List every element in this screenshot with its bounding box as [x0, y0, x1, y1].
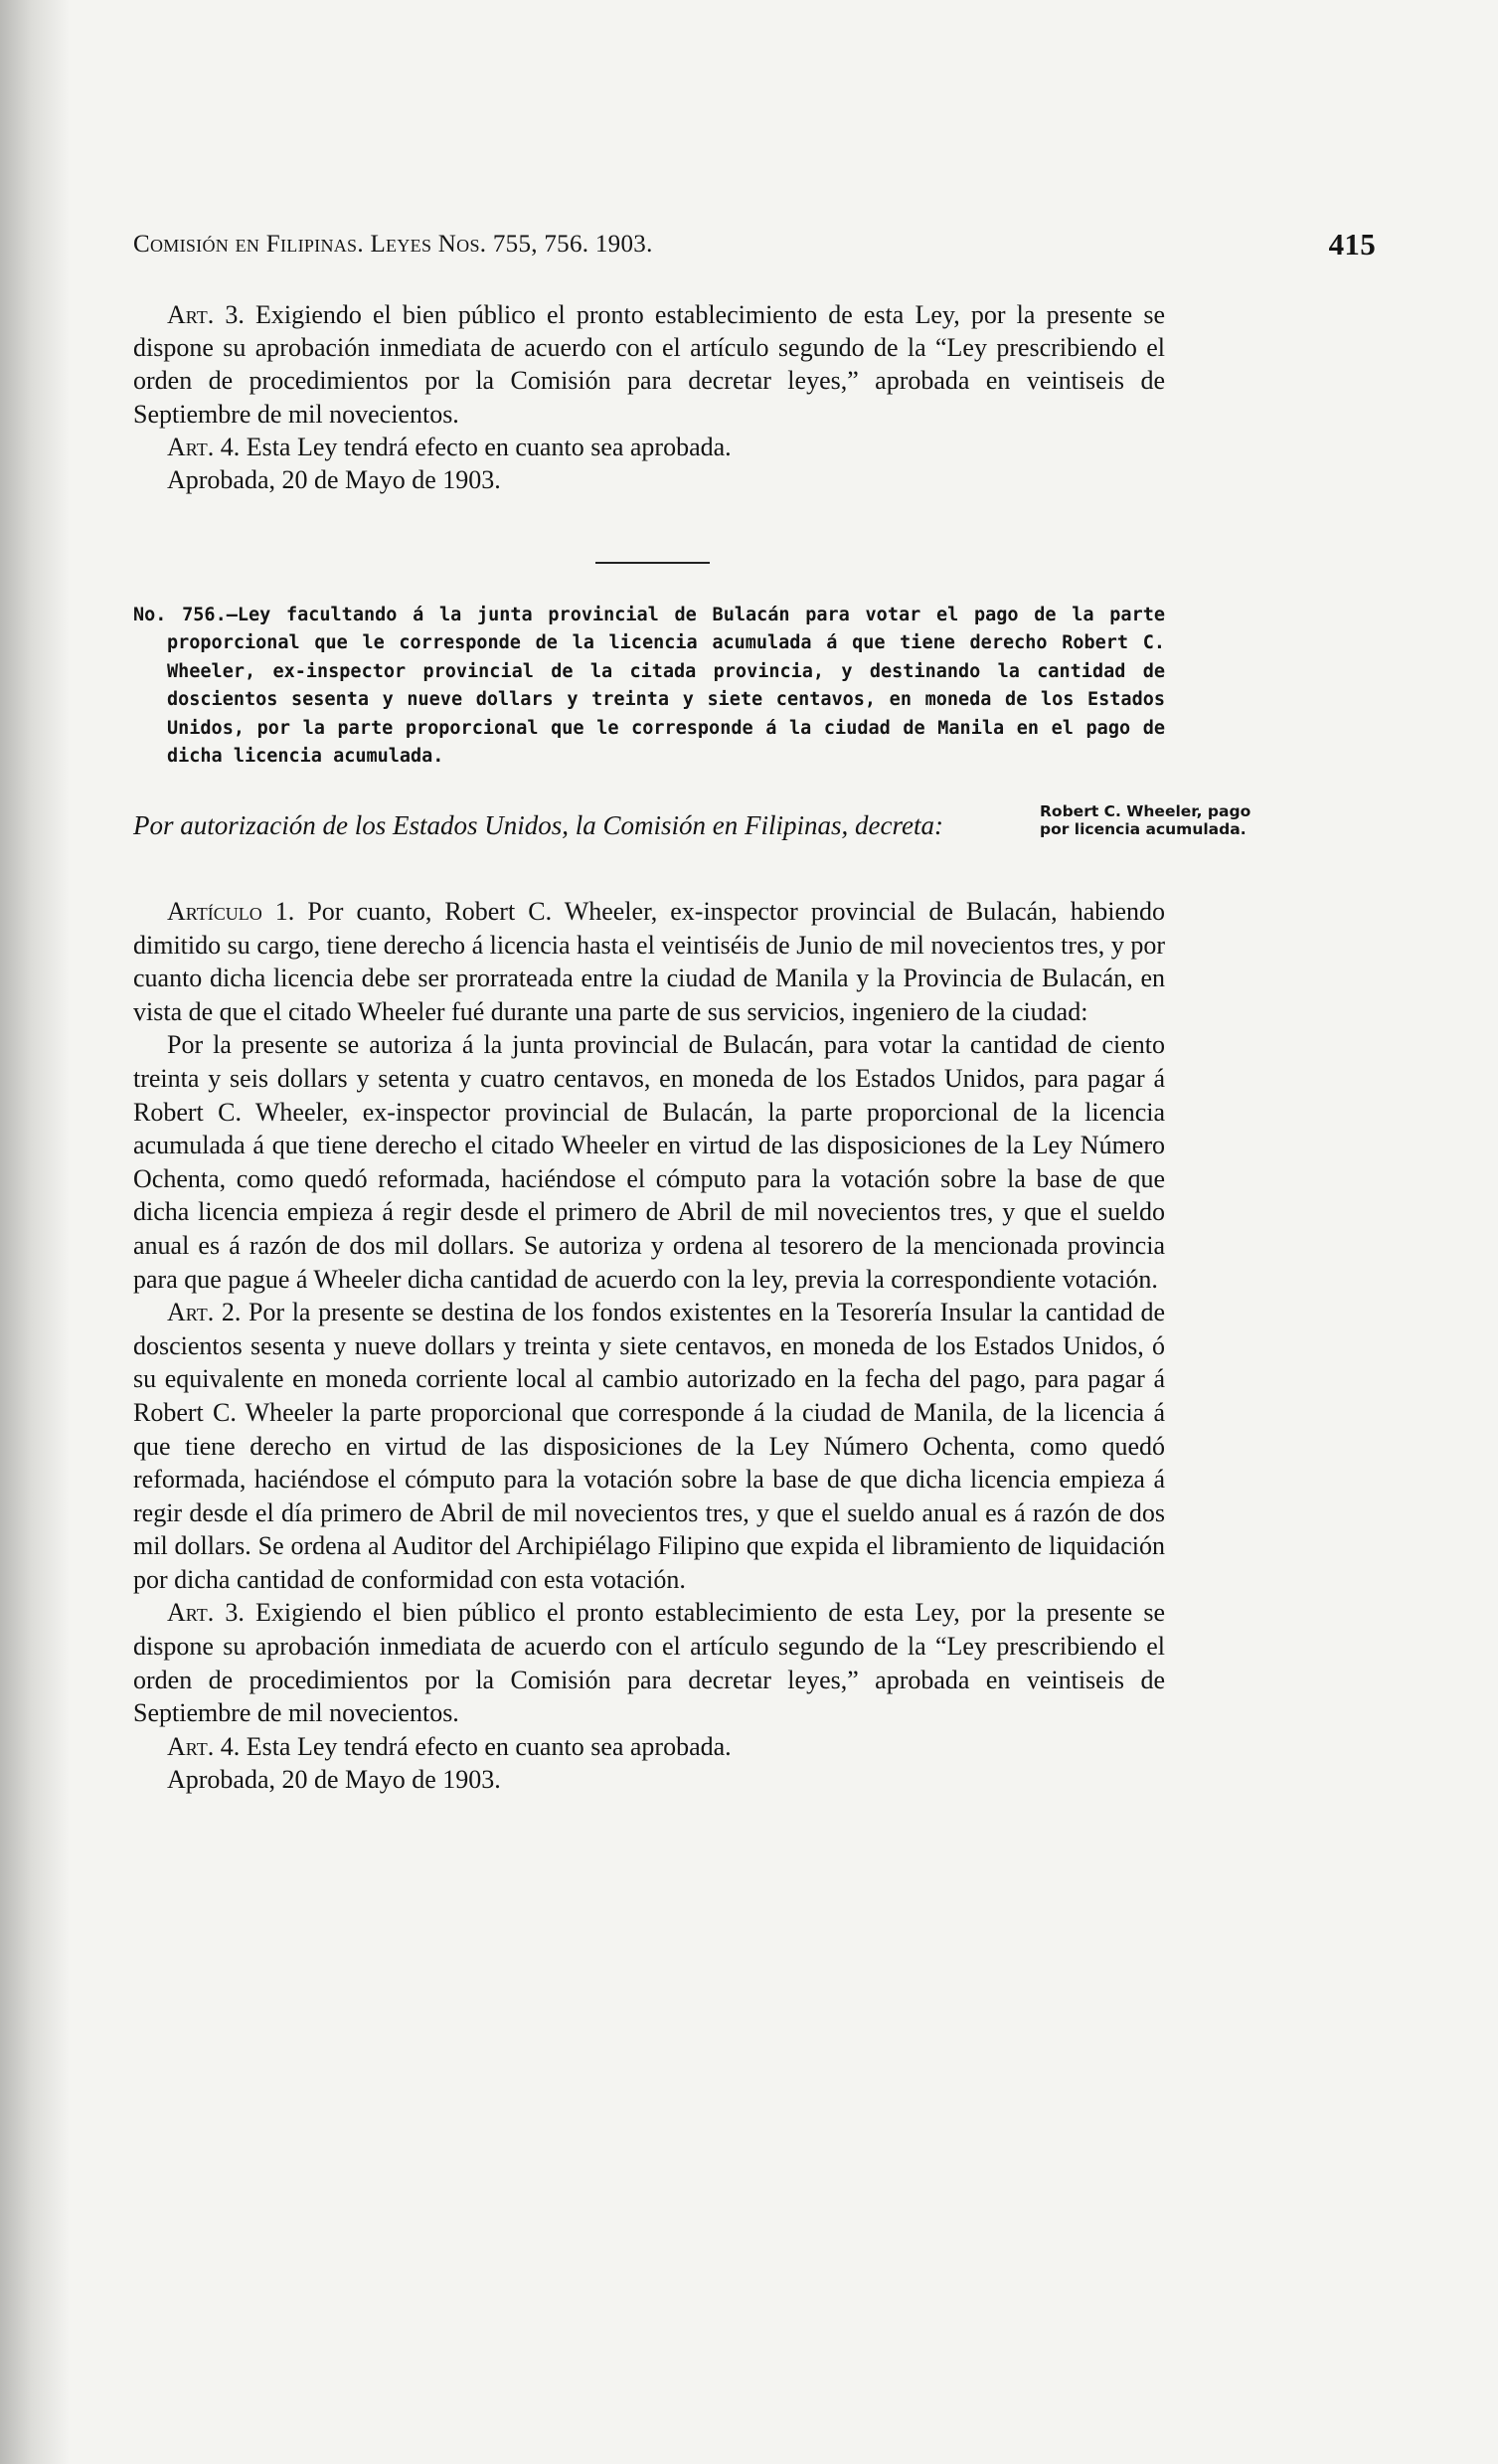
law-755-article-3	[133, 298, 1165, 431]
article-label: Art. 4.	[167, 1731, 241, 1761]
law-756-body	[133, 895, 1165, 1797]
header-laws: Leyes Nos. 755, 756. 1903.	[370, 231, 653, 258]
article-label: Artículo 1.	[167, 897, 295, 926]
law-755-article-4	[133, 431, 1165, 463]
article-text: Esta Ley tendrá efecto en cuanto sea aprobada.	[246, 1731, 732, 1761]
article-label: Art. 2.	[167, 1298, 242, 1327]
page-number: 415	[1328, 227, 1376, 262]
law-756-summary	[133, 602, 1165, 771]
article-text: Por cuanto, Robert C. Wheeler, ex-inspector provincial de Bulacán, habiendo dimitido su cargo, tiene derecho á licencia hasta el veintiséis de Junio de mil novecientos tres, y por cuanto dicha licencia debe ser prorrateada entre la ciudad de Manila y la Provincia de Bulacán, en vista de que el citado Wheeler fué durante una parte de sus servicios, ingeniero de la ciudad:	[133, 897, 1165, 1026]
header-title: Comisión en Filipinas.	[133, 231, 364, 258]
law-summary-text: —Ley facultando á la junta provincial de Bulacán para votar el pago de la parte proporcional que le corresponde de la licencia acumulada á que tiene derecho Robert C. Wheeler, ex-inspector provincial de la citada provincia, y destinando la cantidad de doscientos sesenta y nueve dollars y treinta y siete centavos, en moneda de los Estados Unidos, por la parte proporcional que le corresponde á la ciudad de Manila en el pago de dicha licencia acumulada.	[167, 605, 1165, 768]
law-756-article-1	[133, 895, 1165, 1028]
article-label: Art. 3.	[167, 1598, 245, 1628]
law-756-article-3	[133, 1596, 1165, 1729]
law-number: No. 756.	[133, 605, 227, 625]
enacting-clause: Por autorización de los Estados Unidos, la Comisión en Filipinas, decreta:	[133, 810, 943, 840]
article-label: Art. 3.	[167, 300, 245, 329]
scan-edge-shadow	[0, 0, 70, 2464]
law-756-approval-date: Aprobada, 20 de Mayo de 1903.	[167, 1765, 501, 1795]
law-756-article-4	[133, 1730, 1165, 1764]
margin-note: Robert C. Wheeler, pago por licencia acumulada.	[1040, 802, 1251, 838]
law-755-ending	[133, 298, 1165, 496]
article-text: Esta Ley tendrá efecto en cuanto sea aprobada.	[246, 432, 732, 461]
article-text: Exigiendo el bien público el pronto establecimiento de esta Ley, por la presente se dispone su aprobación inmediata de acuerdo con el artículo segundo de la “Ley prescribiendo el orden de procedimientos por la Comisión para decretar leyes,” aprobada en veintiseis de Septiembre de mil novecientos.	[133, 1598, 1165, 1728]
law-756-article-1-paragraph-2: Por la presente se autoriza á la junta provincial de Bulacán, para votar la cantidad de ciento treinta y seis dollars y setenta y cuatro centavos, en moneda de los Estados Unidos, para pagar á Robert C. Wheeler, ex-inspector provincial de Bulacán, la parte proporcional de la licencia acumulada á que tiene derecho el citado Wheeler en virtud de las disposiciones de la Ley Número Ochenta, como quedó reformada, haciéndose el cómputo para la votación sobre la base de que dicha licencia empieza á regir desde el primero de Abril de mil novecientos tres, y que el sueldo anual es á razón de dos mil dollars. Se autoriza y ordena al tesorero de la mencionada provincia para que pague á Wheeler dicha cantidad de acuerdo con la ley, previa la correspondiente votación.	[133, 1030, 1165, 1294]
article-text: Exigiendo el bien público el pronto establecimiento de esta Ley, por la presente se dispone su aprobación inmediata de acuerdo con el artículo segundo de la “Ley prescribiendo el orden de procedimientos por la Comisión para decretar leyes,” aprobada en veintiseis de Septiembre de mil novecientos.	[133, 300, 1165, 429]
article-text: Por la presente se destina de los fondos existentes en la Tesorería Insular la cantidad de doscientos sesenta y nueve dollars y treinta y siete centavos, en moneda de los Estados Unidos, ó su equivalente en moneda corriente local al cambio autorizado en la fecha del pago, para pagar á Robert C. Wheeler la parte proporcional que corresponde á la ciudad de Manila, de la licencia á que tiene derecho en virtud de las disposiciones de la Ley Número Ochenta, como quedó reformada, haciéndose el cómputo para la votación sobre la base de que dicha licencia empieza á regir desde el día primero de Abril de mil novecientos tres, y que el sueldo anual es á razón de dos mil dollars. Se ordena al Auditor del Archipiélago Filipino que expida el libramiento de liquidación por dicha cantidad de conformidad con esta votación.	[133, 1298, 1165, 1594]
running-header	[133, 227, 1376, 262]
section-divider	[595, 562, 710, 564]
law-756-article-2	[133, 1296, 1165, 1596]
article-label: Art. 4.	[167, 432, 241, 461]
law-755-approval-date: Aprobada, 20 de Mayo de 1903.	[167, 465, 501, 495]
